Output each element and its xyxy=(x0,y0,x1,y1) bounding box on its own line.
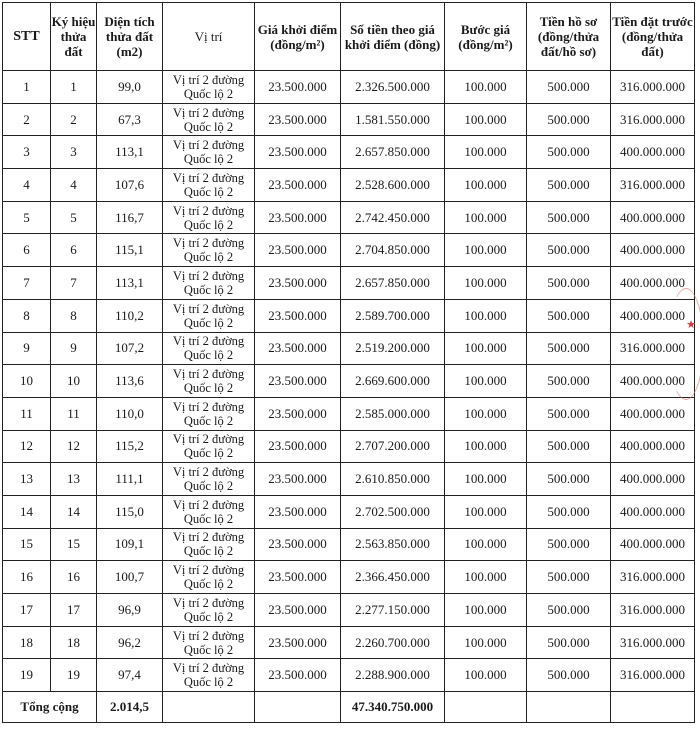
cell-so-tien: 2.702.500.000 xyxy=(341,495,445,528)
cell-vi-tri xyxy=(163,430,255,463)
cell-buoc-gia: 100.000 xyxy=(445,626,527,659)
cell-gia-khoi-diem: 23.500.000 xyxy=(255,594,341,627)
cell-tien-ho-so: 500.000 xyxy=(527,626,611,659)
cell-tien-ho-so: 500.000 xyxy=(527,234,611,267)
cell-dien-tich: 113,1 xyxy=(97,267,163,300)
table-row xyxy=(3,626,695,659)
total-empty-buoc-gia xyxy=(445,692,527,723)
cell-tien-dat-truoc: 316.000.000 xyxy=(611,561,695,594)
cell-tien-ho-so: 500.000 xyxy=(527,659,611,692)
cell-stt: 17 xyxy=(3,594,51,627)
cell-buoc-gia: 100.000 xyxy=(445,103,527,136)
cell-vi-tri xyxy=(163,169,255,202)
cell-tien-dat-truoc: 400.000.000 xyxy=(611,463,695,496)
location-line-1: Vị trí 2 đường xyxy=(172,628,245,643)
cell-buoc-gia: 100.000 xyxy=(445,561,527,594)
cell-so-tien: 2.704.850.000 xyxy=(341,234,445,267)
cell-ky-hieu: 6 xyxy=(51,234,97,267)
cell-dien-tich: 111,1 xyxy=(97,463,163,496)
cell-tien-ho-so: 500.000 xyxy=(527,594,611,627)
cell-stt: 11 xyxy=(3,397,51,430)
cell-stt: 19 xyxy=(3,659,51,692)
cell-vi-tri xyxy=(163,201,255,234)
cell-so-tien: 2.519.200.000 xyxy=(341,332,445,365)
cell-dien-tich: 110,0 xyxy=(97,397,163,430)
cell-tien-ho-so: 500.000 xyxy=(527,463,611,496)
cell-gia-khoi-diem: 23.500.000 xyxy=(255,136,341,169)
header-dien-tich: Diện tích thửa đất (m2) xyxy=(97,3,163,71)
cell-ky-hieu: 13 xyxy=(51,463,97,496)
cell-stt: 16 xyxy=(3,561,51,594)
cell-tien-dat-truoc: 400.000.000 xyxy=(611,495,695,528)
cell-vi-tri xyxy=(163,71,255,104)
location-line-2: Quốc lộ 2 xyxy=(183,86,234,101)
cell-buoc-gia: 100.000 xyxy=(445,397,527,430)
total-row xyxy=(3,692,695,723)
cell-so-tien: 2.589.700.000 xyxy=(341,299,445,332)
total-label: Tổng cộng xyxy=(3,692,97,723)
land-auction-table xyxy=(2,2,695,723)
cell-stt: 1 xyxy=(3,71,51,104)
location-line-2: Quốc lộ 2 xyxy=(183,217,234,232)
header-buoc-gia: Bước giá (đồng/m²) xyxy=(445,3,527,71)
cell-tien-ho-so: 500.000 xyxy=(527,71,611,104)
cell-tien-ho-so: 500.000 xyxy=(527,103,611,136)
location-line-1: Vị trí 2 đường xyxy=(172,497,245,512)
location-line-1: Vị trí 2 đường xyxy=(172,105,245,120)
location-line-2: Quốc lộ 2 xyxy=(183,250,234,265)
cell-vi-tri xyxy=(163,495,255,528)
table-row xyxy=(3,528,695,561)
cell-vi-tri xyxy=(163,299,255,332)
cell-dien-tich: 113,6 xyxy=(97,365,163,398)
cell-dien-tich: 96,2 xyxy=(97,626,163,659)
cell-so-tien: 2.563.850.000 xyxy=(341,528,445,561)
location-line-2: Quốc lộ 2 xyxy=(183,577,234,592)
cell-tien-ho-so: 500.000 xyxy=(527,332,611,365)
cell-buoc-gia: 100.000 xyxy=(445,71,527,104)
cell-gia-khoi-diem: 23.500.000 xyxy=(255,430,341,463)
cell-stt: 13 xyxy=(3,463,51,496)
cell-buoc-gia: 100.000 xyxy=(445,463,527,496)
location-line-2: Quốc lộ 2 xyxy=(183,511,234,526)
cell-dien-tich: 110,2 xyxy=(97,299,163,332)
header-so-tien: Số tiền theo giá khởi điểm (đồng) xyxy=(341,3,445,71)
cell-dien-tich: 115,2 xyxy=(97,430,163,463)
location-line-1: Vị trí 2 đường xyxy=(172,203,245,218)
table-row xyxy=(3,594,695,627)
cell-tien-dat-truoc: 316.000.000 xyxy=(611,626,695,659)
cell-tien-dat-truoc: 400.000.000 xyxy=(611,430,695,463)
cell-tien-dat-truoc: 316.000.000 xyxy=(611,659,695,692)
header-ky-hieu: Ký hiệu thửa đất xyxy=(51,3,97,71)
table-row xyxy=(3,430,695,463)
cell-stt: 12 xyxy=(3,430,51,463)
cell-tien-dat-truoc: 400.000.000 xyxy=(611,528,695,561)
cell-so-tien: 2.657.850.000 xyxy=(341,136,445,169)
table-row xyxy=(3,332,695,365)
cell-ky-hieu: 17 xyxy=(51,594,97,627)
table-row xyxy=(3,234,695,267)
cell-stt: 9 xyxy=(3,332,51,365)
cell-ky-hieu: 1 xyxy=(51,71,97,104)
cell-tien-dat-truoc: 316.000.000 xyxy=(611,103,695,136)
cell-ky-hieu: 4 xyxy=(51,169,97,202)
header-tien-dat-truoc: Tiền đặt trước (đồng/thửa đất) xyxy=(611,3,695,71)
cell-ky-hieu: 2 xyxy=(51,103,97,136)
cell-gia-khoi-diem: 23.500.000 xyxy=(255,495,341,528)
cell-stt: 2 xyxy=(3,103,51,136)
cell-so-tien: 2.742.450.000 xyxy=(341,201,445,234)
cell-gia-khoi-diem: 23.500.000 xyxy=(255,234,341,267)
total-empty-ho-so xyxy=(527,692,611,723)
cell-so-tien: 2.288.900.000 xyxy=(341,659,445,692)
cell-gia-khoi-diem: 23.500.000 xyxy=(255,397,341,430)
red-seal-stamp xyxy=(668,288,700,400)
cell-tien-ho-so: 500.000 xyxy=(527,201,611,234)
cell-buoc-gia: 100.000 xyxy=(445,495,527,528)
location-line-2: Quốc lộ 2 xyxy=(183,282,234,297)
cell-dien-tich: 100,7 xyxy=(97,561,163,594)
cell-dien-tich: 96,9 xyxy=(97,594,163,627)
cell-ky-hieu: 10 xyxy=(51,365,97,398)
cell-vi-tri xyxy=(163,626,255,659)
cell-so-tien: 2.657.850.000 xyxy=(341,267,445,300)
cell-gia-khoi-diem: 23.500.000 xyxy=(255,561,341,594)
cell-buoc-gia: 100.000 xyxy=(445,234,527,267)
location-line-1: Vị trí 2 đường xyxy=(172,334,245,349)
cell-gia-khoi-diem: 23.500.000 xyxy=(255,626,341,659)
cell-buoc-gia: 100.000 xyxy=(445,299,527,332)
location-line-2: Quốc lộ 2 xyxy=(183,119,234,134)
cell-vi-tri xyxy=(163,659,255,692)
cell-vi-tri xyxy=(163,561,255,594)
cell-vi-tri xyxy=(163,365,255,398)
cell-stt: 8 xyxy=(3,299,51,332)
cell-buoc-gia: 100.000 xyxy=(445,136,527,169)
location-line-1: Vị trí 2 đường xyxy=(172,595,245,610)
cell-dien-tich: 115,1 xyxy=(97,234,163,267)
cell-tien-ho-so: 500.000 xyxy=(527,169,611,202)
cell-vi-tri xyxy=(163,267,255,300)
cell-dien-tich: 67,3 xyxy=(97,103,163,136)
cell-tien-dat-truoc: 400.000.000 xyxy=(611,234,695,267)
total-dien-tich: 2.014,5 xyxy=(97,692,163,723)
cell-stt: 3 xyxy=(3,136,51,169)
cell-so-tien: 2.260.700.000 xyxy=(341,626,445,659)
cell-tien-ho-so: 500.000 xyxy=(527,299,611,332)
cell-vi-tri xyxy=(163,234,255,267)
cell-stt: 14 xyxy=(3,495,51,528)
cell-gia-khoi-diem: 23.500.000 xyxy=(255,332,341,365)
cell-gia-khoi-diem: 23.500.000 xyxy=(255,201,341,234)
location-line-2: Quốc lộ 2 xyxy=(183,479,234,494)
location-line-1: Vị trí 2 đường xyxy=(172,301,245,316)
cell-vi-tri xyxy=(163,332,255,365)
location-line-1: Vị trí 2 đường xyxy=(172,236,245,251)
location-line-2: Quốc lộ 2 xyxy=(183,446,234,461)
cell-gia-khoi-diem: 23.500.000 xyxy=(255,463,341,496)
location-line-1: Vị trí 2 đường xyxy=(172,563,245,578)
table-row xyxy=(3,659,695,692)
cell-stt: 7 xyxy=(3,267,51,300)
location-line-1: Vị trí 2 đường xyxy=(172,661,245,676)
location-line-1: Vị trí 2 đường xyxy=(172,399,245,414)
cell-tien-dat-truoc: 400.000.000 xyxy=(611,299,695,332)
location-line-2: Quốc lộ 2 xyxy=(183,609,234,624)
table-row xyxy=(3,169,695,202)
location-line-1: Vị trí 2 đường xyxy=(172,465,245,480)
table-body xyxy=(3,71,695,692)
document-page xyxy=(2,2,695,723)
table-header-row xyxy=(3,3,695,71)
cell-gia-khoi-diem: 23.500.000 xyxy=(255,299,341,332)
cell-so-tien: 1.581.550.000 xyxy=(341,103,445,136)
cell-vi-tri xyxy=(163,103,255,136)
cell-ky-hieu: 19 xyxy=(51,659,97,692)
cell-buoc-gia: 100.000 xyxy=(445,267,527,300)
cell-tien-ho-so: 500.000 xyxy=(527,528,611,561)
cell-gia-khoi-diem: 23.500.000 xyxy=(255,169,341,202)
cell-so-tien: 2.277.150.000 xyxy=(341,594,445,627)
cell-tien-dat-truoc: 316.000.000 xyxy=(611,594,695,627)
table-row xyxy=(3,267,695,300)
cell-tien-ho-so: 500.000 xyxy=(527,495,611,528)
cell-tien-dat-truoc: 400.000.000 xyxy=(611,136,695,169)
cell-so-tien: 2.585.000.000 xyxy=(341,397,445,430)
cell-tien-ho-so: 500.000 xyxy=(527,430,611,463)
cell-so-tien: 2.669.600.000 xyxy=(341,365,445,398)
cell-ky-hieu: 12 xyxy=(51,430,97,463)
location-line-2: Quốc lộ 2 xyxy=(183,184,234,199)
location-line-2: Quốc lộ 2 xyxy=(183,348,234,363)
location-line-2: Quốc lộ 2 xyxy=(183,413,234,428)
table-row xyxy=(3,136,695,169)
table-row xyxy=(3,299,695,332)
table-row xyxy=(3,201,695,234)
cell-tien-dat-truoc: 400.000.000 xyxy=(611,397,695,430)
cell-stt: 18 xyxy=(3,626,51,659)
cell-tien-ho-so: 500.000 xyxy=(527,397,611,430)
total-empty-gia xyxy=(255,692,341,723)
table-row xyxy=(3,397,695,430)
table-row xyxy=(3,561,695,594)
cell-stt: 15 xyxy=(3,528,51,561)
table-row xyxy=(3,495,695,528)
cell-buoc-gia: 100.000 xyxy=(445,365,527,398)
location-line-2: Quốc lộ 2 xyxy=(183,152,234,167)
header-tien-ho-so: Tiền hồ sơ (đồng/thửa đất/hồ sơ) xyxy=(527,3,611,71)
cell-tien-dat-truoc: 400.000.000 xyxy=(611,267,695,300)
cell-dien-tich: 116,7 xyxy=(97,201,163,234)
cell-vi-tri xyxy=(163,136,255,169)
cell-gia-khoi-diem: 23.500.000 xyxy=(255,528,341,561)
cell-so-tien: 2.528.600.000 xyxy=(341,169,445,202)
cell-dien-tich: 97,4 xyxy=(97,659,163,692)
cell-vi-tri xyxy=(163,463,255,496)
cell-tien-dat-truoc: 400.000.000 xyxy=(611,201,695,234)
cell-ky-hieu: 3 xyxy=(51,136,97,169)
location-line-2: Quốc lộ 2 xyxy=(183,315,234,330)
cell-tien-dat-truoc: 316.000.000 xyxy=(611,169,695,202)
cell-gia-khoi-diem: 23.500.000 xyxy=(255,267,341,300)
table-row xyxy=(3,71,695,104)
cell-dien-tich: 113,1 xyxy=(97,136,163,169)
cell-stt: 4 xyxy=(3,169,51,202)
location-line-1: Vị trí 2 đường xyxy=(172,72,245,87)
location-line-1: Vị trí 2 đường xyxy=(172,432,245,447)
cell-ky-hieu: 15 xyxy=(51,528,97,561)
cell-stt: 6 xyxy=(3,234,51,267)
location-line-2: Quốc lộ 2 xyxy=(183,544,234,559)
cell-ky-hieu: 7 xyxy=(51,267,97,300)
location-line-1: Vị trí 2 đường xyxy=(172,268,245,283)
cell-dien-tich: 109,1 xyxy=(97,528,163,561)
cell-ky-hieu: 8 xyxy=(51,299,97,332)
cell-ky-hieu: 18 xyxy=(51,626,97,659)
table-row xyxy=(3,463,695,496)
cell-buoc-gia: 100.000 xyxy=(445,594,527,627)
location-line-1: Vị trí 2 đường xyxy=(172,170,245,185)
location-line-1: Vị trí 2 đường xyxy=(172,367,245,382)
location-line-2: Quốc lộ 2 xyxy=(183,642,234,657)
cell-buoc-gia: 100.000 xyxy=(445,659,527,692)
cell-tien-ho-so: 500.000 xyxy=(527,136,611,169)
cell-stt: 10 xyxy=(3,365,51,398)
cell-tien-dat-truoc: 400.000.000 xyxy=(611,365,695,398)
cell-gia-khoi-diem: 23.500.000 xyxy=(255,365,341,398)
location-line-2: Quốc lộ 2 xyxy=(183,675,234,690)
cell-stt: 5 xyxy=(3,201,51,234)
cell-gia-khoi-diem: 23.500.000 xyxy=(255,71,341,104)
cell-dien-tich: 115,0 xyxy=(97,495,163,528)
total-so-tien: 47.340.750.000 xyxy=(341,692,445,723)
cell-vi-tri xyxy=(163,397,255,430)
cell-so-tien: 2.610.850.000 xyxy=(341,463,445,496)
cell-dien-tich: 107,6 xyxy=(97,169,163,202)
cell-buoc-gia: 100.000 xyxy=(445,332,527,365)
cell-tien-dat-truoc: 316.000.000 xyxy=(611,71,695,104)
cell-buoc-gia: 100.000 xyxy=(445,201,527,234)
cell-ky-hieu: 16 xyxy=(51,561,97,594)
cell-so-tien: 2.366.450.000 xyxy=(341,561,445,594)
header-vi-tri: Vị trí xyxy=(163,3,255,71)
total-empty-vi-tri xyxy=(163,692,255,723)
cell-tien-ho-so: 500.000 xyxy=(527,365,611,398)
cell-ky-hieu: 11 xyxy=(51,397,97,430)
cell-ky-hieu: 14 xyxy=(51,495,97,528)
cell-vi-tri xyxy=(163,528,255,561)
cell-ky-hieu: 9 xyxy=(51,332,97,365)
cell-ky-hieu: 5 xyxy=(51,201,97,234)
location-line-1: Vị trí 2 đường xyxy=(172,138,245,153)
cell-buoc-gia: 100.000 xyxy=(445,430,527,463)
location-line-2: Quốc lộ 2 xyxy=(183,381,234,396)
cell-dien-tich: 99,0 xyxy=(97,71,163,104)
cell-so-tien: 2.326.500.000 xyxy=(341,71,445,104)
cell-tien-ho-so: 500.000 xyxy=(527,267,611,300)
seal-star-icon: ★ xyxy=(686,319,696,331)
table-row xyxy=(3,365,695,398)
cell-buoc-gia: 100.000 xyxy=(445,528,527,561)
cell-so-tien: 2.707.200.000 xyxy=(341,430,445,463)
cell-tien-dat-truoc: 316.000.000 xyxy=(611,332,695,365)
table-row xyxy=(3,103,695,136)
header-gia-khoi-diem: Giá khởi điểm (đồng/m²) xyxy=(255,3,341,71)
cell-dien-tich: 107,2 xyxy=(97,332,163,365)
cell-tien-ho-so: 500.000 xyxy=(527,561,611,594)
cell-vi-tri xyxy=(163,594,255,627)
cell-gia-khoi-diem: 23.500.000 xyxy=(255,659,341,692)
cell-buoc-gia: 100.000 xyxy=(445,169,527,202)
cell-gia-khoi-diem: 23.500.000 xyxy=(255,103,341,136)
header-stt: STT xyxy=(3,3,51,71)
total-empty-dat-truoc xyxy=(611,692,695,723)
location-line-1: Vị trí 2 đường xyxy=(172,530,245,545)
